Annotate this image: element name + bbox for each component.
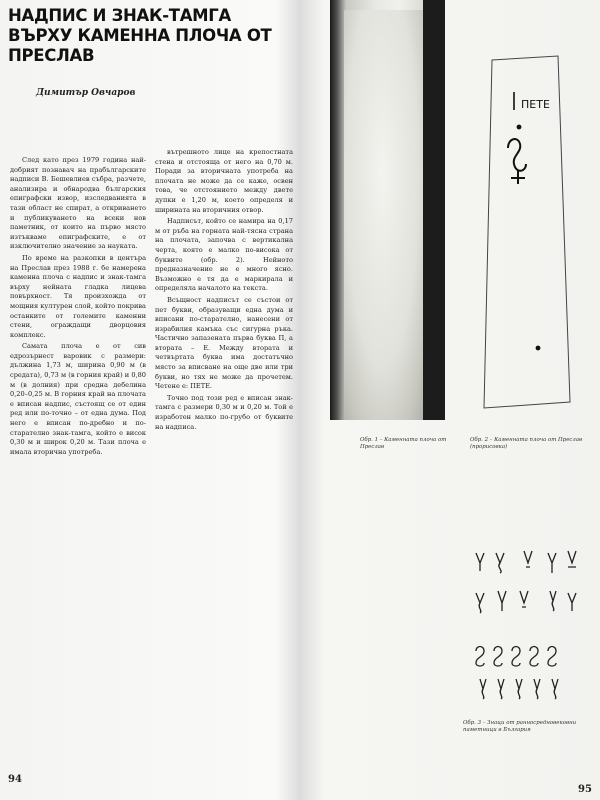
tamga-sign (508, 139, 526, 184)
slab-drawing-svg (478, 52, 574, 412)
sign-4 (548, 553, 556, 573)
sign-13 (512, 647, 520, 667)
sign-11 (476, 647, 484, 667)
paragraph: Надписът, който се намира на 0,17 м от ръба на горната най-тясна страна на плочата, започва с вертикална черта, която е малко по-висока от буквите (обр. 2). Нейното предназначение не е много ясно. Възможно е тя да е маркирала и определяла началото на текста. (155, 217, 293, 293)
sign-1 (476, 553, 484, 571)
page-number-left: 94 (8, 774, 22, 785)
article-title: НАДПИС И ЗНАК-ТАМГА ВЪРХУ КАМЕННА ПЛОЧА ОТ ПРЕСЛАВ (8, 6, 272, 65)
stone-slab-photo (330, 0, 445, 420)
paragraph: След като през 1979 година най-добрият познавач на прабългарските надписи В. Бешевлиев събра, разчете, анализира и обнародва българския епиграфски извор, изследванията в тази област не спират, а откриването и публикуването на всеки нов паметник, от които на първо място изтъкваме епиграфските, е от изключително значение за науката. (10, 156, 146, 251)
paragraph: По време на разкопки в центъра на Преслав през 1988 г. бе намерена каменна плоча с надпис и знак-тамга върху нейната гладка лицева повърхност. Тя произхожда от мощния културен слой, който покрива останките от големите каменни стени, ограждащи дворцовия комплекс. (10, 253, 146, 339)
sign-9 (550, 591, 556, 611)
sign-19 (534, 679, 540, 699)
inscription-text: ПЕТЕ (521, 98, 550, 111)
sign-10 (568, 593, 576, 611)
sign-12 (494, 647, 502, 667)
sign-14 (530, 647, 538, 667)
figure-1-caption: Обр. 1 – Каменната плоча от Преслав (360, 437, 447, 450)
slab-drawing (478, 52, 574, 412)
drill-hole-top (517, 125, 522, 130)
photo-shadow (423, 0, 445, 420)
sign-5 (568, 551, 576, 567)
sign-15 (548, 647, 556, 667)
sign-20 (552, 679, 558, 699)
paragraph: Точно под този ред е вписан знак-тамга с размери 0,30 м и 0,20 м. Той е изработен малко по-грубо от буквите на надписа. (155, 393, 293, 431)
stone-surface (344, 10, 429, 420)
sign-16 (480, 679, 486, 699)
left-text-column (10, 156, 146, 459)
sign-17 (498, 679, 504, 699)
paragraph: Всъщност надписът се състои от пет букви, образуващи една дума и вписани по-старателно, нанесени от израбилия камъка със сигурна ръка. Частично запазената първа буква П, а втората – Е. Между втората и четвъртата буква има достатъчно място за вписване на още две или три букви, но тях не може да прочетем. Четене е: ПЕТЕ. (155, 295, 293, 391)
page-number-right: 95 (578, 784, 592, 795)
paragraph: вътрешното лице на крепостната стена и отстояща от него на 0,70 м. Поради за вторичната употреба на плочата не може да се каже, освен това, че отстоянието между двете дупки е 1,20 м, което определя и ширината на вторичния отвор. (155, 148, 293, 214)
drill-hole-bottom (536, 346, 541, 351)
sign-7 (498, 591, 506, 611)
sign-6 (476, 593, 484, 613)
signs-table (468, 545, 590, 715)
sign-18 (516, 679, 522, 699)
sign-8 (520, 591, 528, 607)
sign-2 (496, 553, 504, 573)
right-text-column (155, 148, 293, 434)
author-name: Димитър Овчаров (36, 88, 136, 98)
paragraph: Самата плоча е от сив едрозърнест варовик с размери: дължина 1,73 м, ширина 0,90 м (в средата), 0,73 м (в горния край) и 0,80 м (в долния) при средна дебелина 0,20–0,25 м. В горния край на плочата е вписан надпис, състоящ се от един ред или по-точно – от една дума. Под него е вписан по-дребно и по-старателно знак-тамга, който е висок 0,30 м и широк 0,20 м. Тази плоча е имала вторична употреба. (10, 342, 146, 456)
signs-svg (468, 545, 590, 715)
figure-3-caption: Обр. 3 – Знаци от ранносредновековни паметници в България (463, 720, 577, 733)
sign-3 (524, 551, 532, 567)
figure-2-caption: Обр. 2 – Каменната плоча от Преслав (прорисовка) (470, 437, 583, 450)
